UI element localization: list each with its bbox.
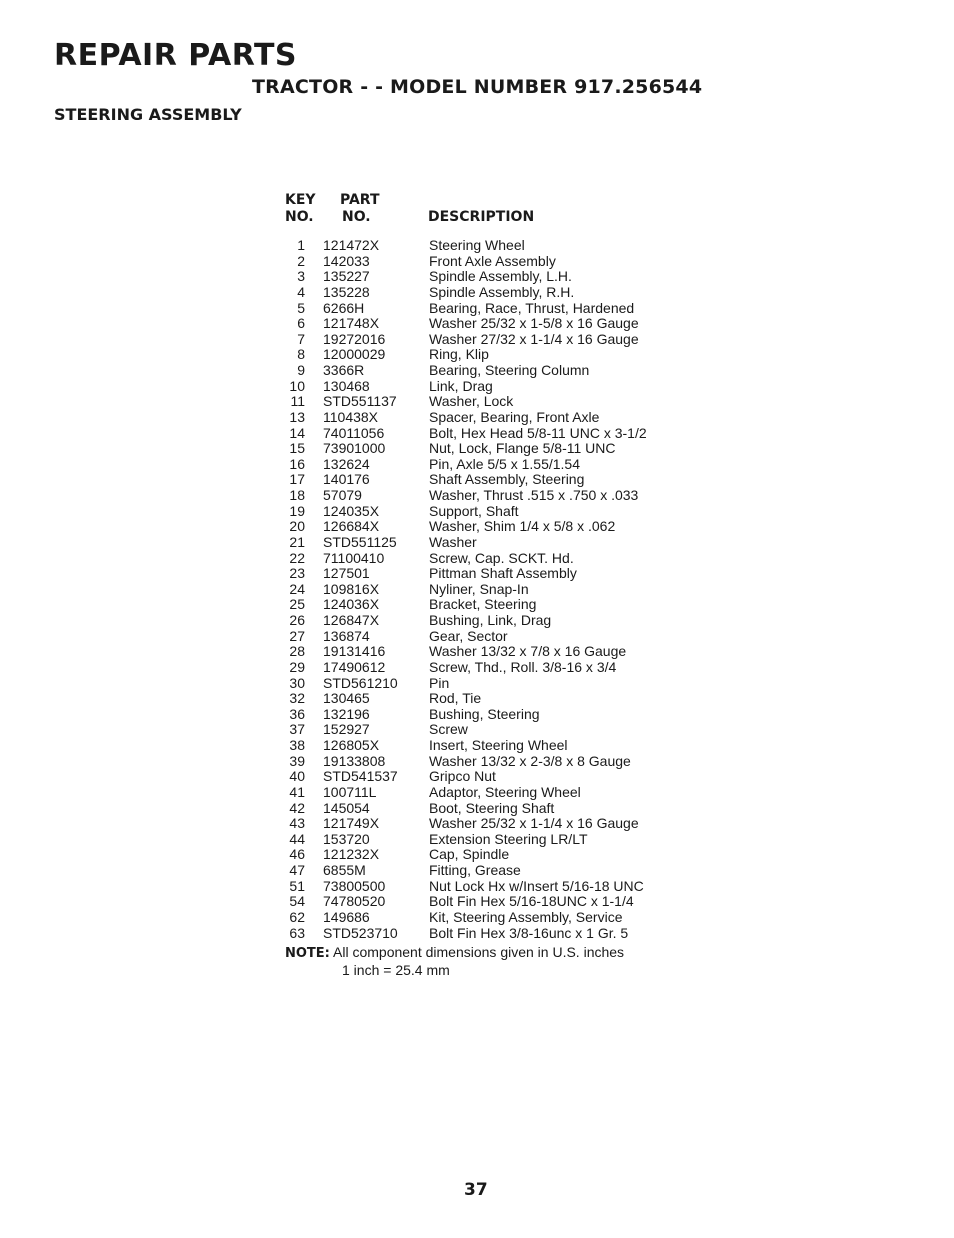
- part-description: Rod, Tie: [429, 690, 482, 707]
- table-row: [285, 707, 705, 723]
- part-number: 121749X: [323, 815, 380, 832]
- part-description: Washer, Lock: [429, 393, 514, 410]
- table-row: [285, 363, 705, 379]
- part-description: Pittman Shaft Assembly: [429, 565, 577, 582]
- key-number: 7: [297, 330, 305, 347]
- part-number: 145054: [323, 799, 370, 816]
- part-number: 121232X: [323, 846, 380, 863]
- key-number: 8: [297, 346, 305, 363]
- part-description: Spacer, Bearing, Front Axle: [429, 408, 600, 425]
- part-number: 3366R: [323, 362, 365, 378]
- part-description: Bearing, Race, Thrust, Hardened: [429, 299, 635, 316]
- key-number: 43: [289, 815, 305, 832]
- part-number: 135228: [323, 283, 370, 300]
- part-description: Nyliner, Snap-In: [429, 580, 529, 597]
- model-subtitle: TRACTOR - - MODEL NUMBER 917.256544: [252, 76, 703, 98]
- table-row: [285, 457, 705, 473]
- key-number: 27: [289, 627, 305, 644]
- part-header-line1: PART: [340, 192, 380, 208]
- part-description: Bearing, Steering Column: [429, 362, 590, 378]
- part-number: 124036X: [323, 596, 380, 613]
- part-number: 71100410: [323, 549, 385, 566]
- table-row: [285, 441, 705, 457]
- description-header: DESCRIPTION: [428, 209, 535, 225]
- part-number: 19133808: [323, 752, 386, 769]
- key-number: 30: [289, 674, 305, 691]
- part-description: Nut, Lock, Flange 5/8-11 UNC: [429, 440, 616, 457]
- part-description: Support, Shaft: [429, 502, 519, 519]
- table-row: [285, 394, 705, 410]
- table-row: [285, 613, 705, 629]
- part-number: 73901000: [323, 440, 386, 457]
- dimension-note: [285, 944, 705, 978]
- key-header-line2: NO.: [285, 209, 314, 225]
- part-number: 73800500: [323, 877, 386, 894]
- table-row: [285, 660, 705, 676]
- part-description: Bolt, Hex Head 5/8-11 UNC x 3-1/2: [429, 424, 647, 441]
- part-number: 109816X: [323, 580, 380, 597]
- table-row: [285, 629, 705, 645]
- table-row: [285, 754, 705, 770]
- part-number: 140176: [323, 471, 370, 488]
- table-row: [285, 347, 705, 363]
- part-number: STD551137: [323, 393, 397, 410]
- part-number: 19272016: [323, 330, 386, 347]
- part-number: 6266H: [323, 299, 365, 316]
- table-row: [285, 676, 705, 692]
- table-row: [285, 644, 705, 660]
- part-description: Washer 13/32 x 2-3/8 x 8 Gauge: [429, 752, 631, 769]
- note-line1: All component dimensions given in U.S. inches: [333, 944, 625, 961]
- part-description: Steering Wheel: [429, 237, 525, 253]
- part-description: Spindle Assembly, L.H.: [429, 268, 572, 285]
- key-number: 46: [289, 846, 305, 863]
- key-number: 39: [289, 752, 305, 769]
- table-row: [285, 910, 705, 926]
- table-row: [285, 551, 705, 567]
- part-description: Gear, Sector: [429, 627, 508, 644]
- part-description: Link, Drag: [429, 377, 493, 394]
- key-number: 41: [289, 783, 305, 800]
- parts-table-header: [285, 192, 705, 230]
- table-row: [285, 832, 705, 848]
- section-title: STEERING ASSEMBLY: [54, 105, 242, 124]
- part-description: Washer 25/32 x 1-5/8 x 16 Gauge: [429, 315, 639, 332]
- part-description: Washer: [429, 533, 477, 550]
- part-number: 135227: [323, 268, 370, 285]
- part-number: STD523710: [323, 924, 398, 941]
- part-description: Adaptor, Steering Wheel: [429, 783, 581, 800]
- table-row: [285, 332, 705, 348]
- table-row: [285, 816, 705, 832]
- part-number: 136874: [323, 627, 370, 644]
- key-number: 25: [289, 596, 305, 613]
- part-description: Washer 13/32 x 7/8 x 16 Gauge: [429, 643, 627, 660]
- part-number: 19131416: [323, 643, 386, 660]
- key-header-line1: KEY: [285, 192, 316, 208]
- key-number: 51: [289, 877, 305, 894]
- part-number: 149686: [323, 908, 370, 925]
- part-description: Washer 27/32 x 1-1/4 x 16 Gauge: [429, 330, 639, 347]
- part-description: Shaft Assembly, Steering: [429, 471, 585, 488]
- part-number: 74011056: [323, 424, 385, 441]
- key-number: 37: [289, 721, 305, 738]
- table-row: [285, 738, 705, 754]
- part-number: 126805X: [323, 737, 380, 753]
- note-label: NOTE:: [285, 946, 330, 962]
- part-description: Pin, Axle 5/5 x 1.55/1.54: [429, 455, 580, 472]
- part-description: Cap, Spindle: [429, 846, 510, 863]
- table-row: [285, 566, 705, 582]
- part-description: Gripco Nut: [429, 768, 496, 785]
- part-number: 121748X: [323, 315, 380, 332]
- key-number: 28: [289, 643, 305, 660]
- part-description: Washer, Shim 1/4 x 5/8 x .062: [429, 518, 616, 535]
- key-number: 19: [289, 502, 305, 519]
- part-number: 74780520: [323, 893, 386, 910]
- part-description: Bushing, Link, Drag: [429, 612, 552, 628]
- table-row: [285, 722, 705, 738]
- key-number: 20: [289, 518, 305, 535]
- part-number: STD561210: [323, 674, 398, 691]
- table-row: [285, 410, 705, 426]
- key-number: 38: [289, 737, 305, 753]
- part-description: Kit, Steering Assembly, Service: [429, 908, 623, 925]
- key-number: 21: [289, 533, 305, 550]
- key-number: 9: [297, 362, 305, 378]
- table-row: [285, 535, 705, 551]
- key-number: 6: [297, 315, 305, 332]
- key-number: 15: [289, 440, 305, 457]
- key-number: 10: [289, 377, 305, 394]
- table-row: [285, 582, 705, 598]
- key-number: 17: [289, 471, 305, 488]
- part-description: Bushing, Steering: [429, 705, 540, 722]
- key-number: 1: [297, 237, 305, 253]
- table-row: [285, 301, 705, 317]
- part-description: Spindle Assembly, R.H.: [429, 283, 575, 300]
- key-number: 47: [289, 862, 305, 878]
- part-description: Insert, Steering Wheel: [429, 737, 568, 753]
- table-row: [285, 379, 705, 395]
- part-description: Screw, Thd., Roll. 3/8-16 x 3/4: [429, 658, 617, 675]
- part-number: STD551125: [323, 533, 397, 550]
- table-row: [285, 426, 705, 442]
- part-number: 130465: [323, 690, 370, 707]
- part-number: 12000029: [323, 346, 386, 363]
- table-row: [285, 785, 705, 801]
- part-description: Nut Lock Hx w/Insert 5/16-18 UNC: [429, 877, 644, 894]
- part-description: Washer 25/32 x 1-1/4 x 16 Gauge: [429, 815, 639, 832]
- table-row: [285, 504, 705, 520]
- parts-list: [285, 192, 705, 978]
- parts-table-body: [285, 238, 705, 941]
- key-number: 5: [297, 299, 305, 316]
- key-number: 24: [289, 580, 305, 597]
- table-row: [285, 488, 705, 504]
- table-row: [285, 847, 705, 863]
- part-number: 132624: [323, 455, 370, 472]
- part-number: 142033: [323, 252, 370, 269]
- part-description: Washer, Thrust .515 x .750 x .033: [429, 487, 639, 503]
- part-number: 100711L: [323, 783, 377, 800]
- part-description: Bolt Fin Hex 3/8-16unc x 1 Gr. 5: [429, 924, 629, 941]
- table-row: [285, 519, 705, 535]
- key-number: 44: [289, 830, 305, 847]
- part-description: Screw, Cap. SCKT. Hd.: [429, 549, 574, 566]
- part-number: 153720: [323, 830, 370, 847]
- table-row: [285, 285, 705, 301]
- table-row: [285, 238, 705, 254]
- page-number: 37: [464, 1180, 488, 1200]
- part-description: Fitting, Grease: [429, 862, 521, 878]
- page-title: REPAIR PARTS: [54, 38, 298, 73]
- part-header-line2: NO.: [342, 209, 371, 225]
- table-row: [285, 597, 705, 613]
- table-row: [285, 691, 705, 707]
- part-description: Pin: [429, 674, 450, 691]
- key-number: 62: [289, 908, 305, 925]
- key-number: 42: [289, 799, 305, 816]
- table-row: [285, 863, 705, 879]
- part-description: Bracket, Steering: [429, 596, 537, 613]
- table-row: [285, 769, 705, 785]
- key-number: 3: [297, 268, 305, 285]
- part-description: Extension Steering LR/LT: [429, 830, 588, 847]
- key-number: 13: [289, 408, 305, 425]
- key-number: 36: [289, 705, 305, 722]
- part-number: 126847X: [323, 612, 380, 628]
- table-row: [285, 926, 705, 942]
- part-number: 121472X: [323, 237, 380, 253]
- part-description: Screw: [429, 721, 468, 738]
- part-description: Front Axle Assembly: [429, 252, 556, 269]
- note-line2: 1 inch = 25.4 mm: [342, 962, 450, 979]
- key-number: 4: [297, 283, 305, 300]
- part-number: 57079: [323, 487, 362, 503]
- key-number: 32: [289, 690, 305, 707]
- key-number: 11: [290, 393, 305, 410]
- table-row: [285, 801, 705, 817]
- part-number: 132196: [323, 705, 370, 722]
- table-row: [285, 879, 705, 895]
- key-number: 40: [289, 768, 305, 785]
- key-number: 63: [289, 924, 305, 941]
- part-number: 127501: [323, 565, 370, 582]
- part-description: Bolt Fin Hex 5/16-18UNC x 1-1/4: [429, 893, 634, 910]
- part-description: Boot, Steering Shaft: [429, 799, 555, 816]
- part-number: STD541537: [323, 768, 398, 785]
- part-number: 152927: [323, 721, 370, 738]
- table-row: [285, 894, 705, 910]
- key-number: 26: [289, 612, 305, 628]
- part-number: 130468: [323, 377, 370, 394]
- table-row: [285, 316, 705, 332]
- key-number: 18: [289, 487, 305, 503]
- key-number: 2: [297, 252, 305, 269]
- key-number: 29: [289, 658, 305, 675]
- table-row: [285, 254, 705, 270]
- part-number: 110438X: [323, 408, 379, 425]
- part-description: Ring, Klip: [429, 346, 489, 363]
- key-number: 23: [289, 565, 305, 582]
- key-number: 54: [289, 893, 305, 910]
- key-number: 14: [289, 424, 305, 441]
- key-number: 16: [289, 455, 305, 472]
- part-number: 6855M: [323, 862, 366, 878]
- part-number: 124035X: [323, 502, 380, 519]
- key-number: 22: [289, 549, 305, 566]
- table-row: [285, 472, 705, 488]
- table-row: [285, 269, 705, 285]
- part-number: 126684X: [323, 518, 380, 535]
- part-number: 17490612: [323, 658, 386, 675]
